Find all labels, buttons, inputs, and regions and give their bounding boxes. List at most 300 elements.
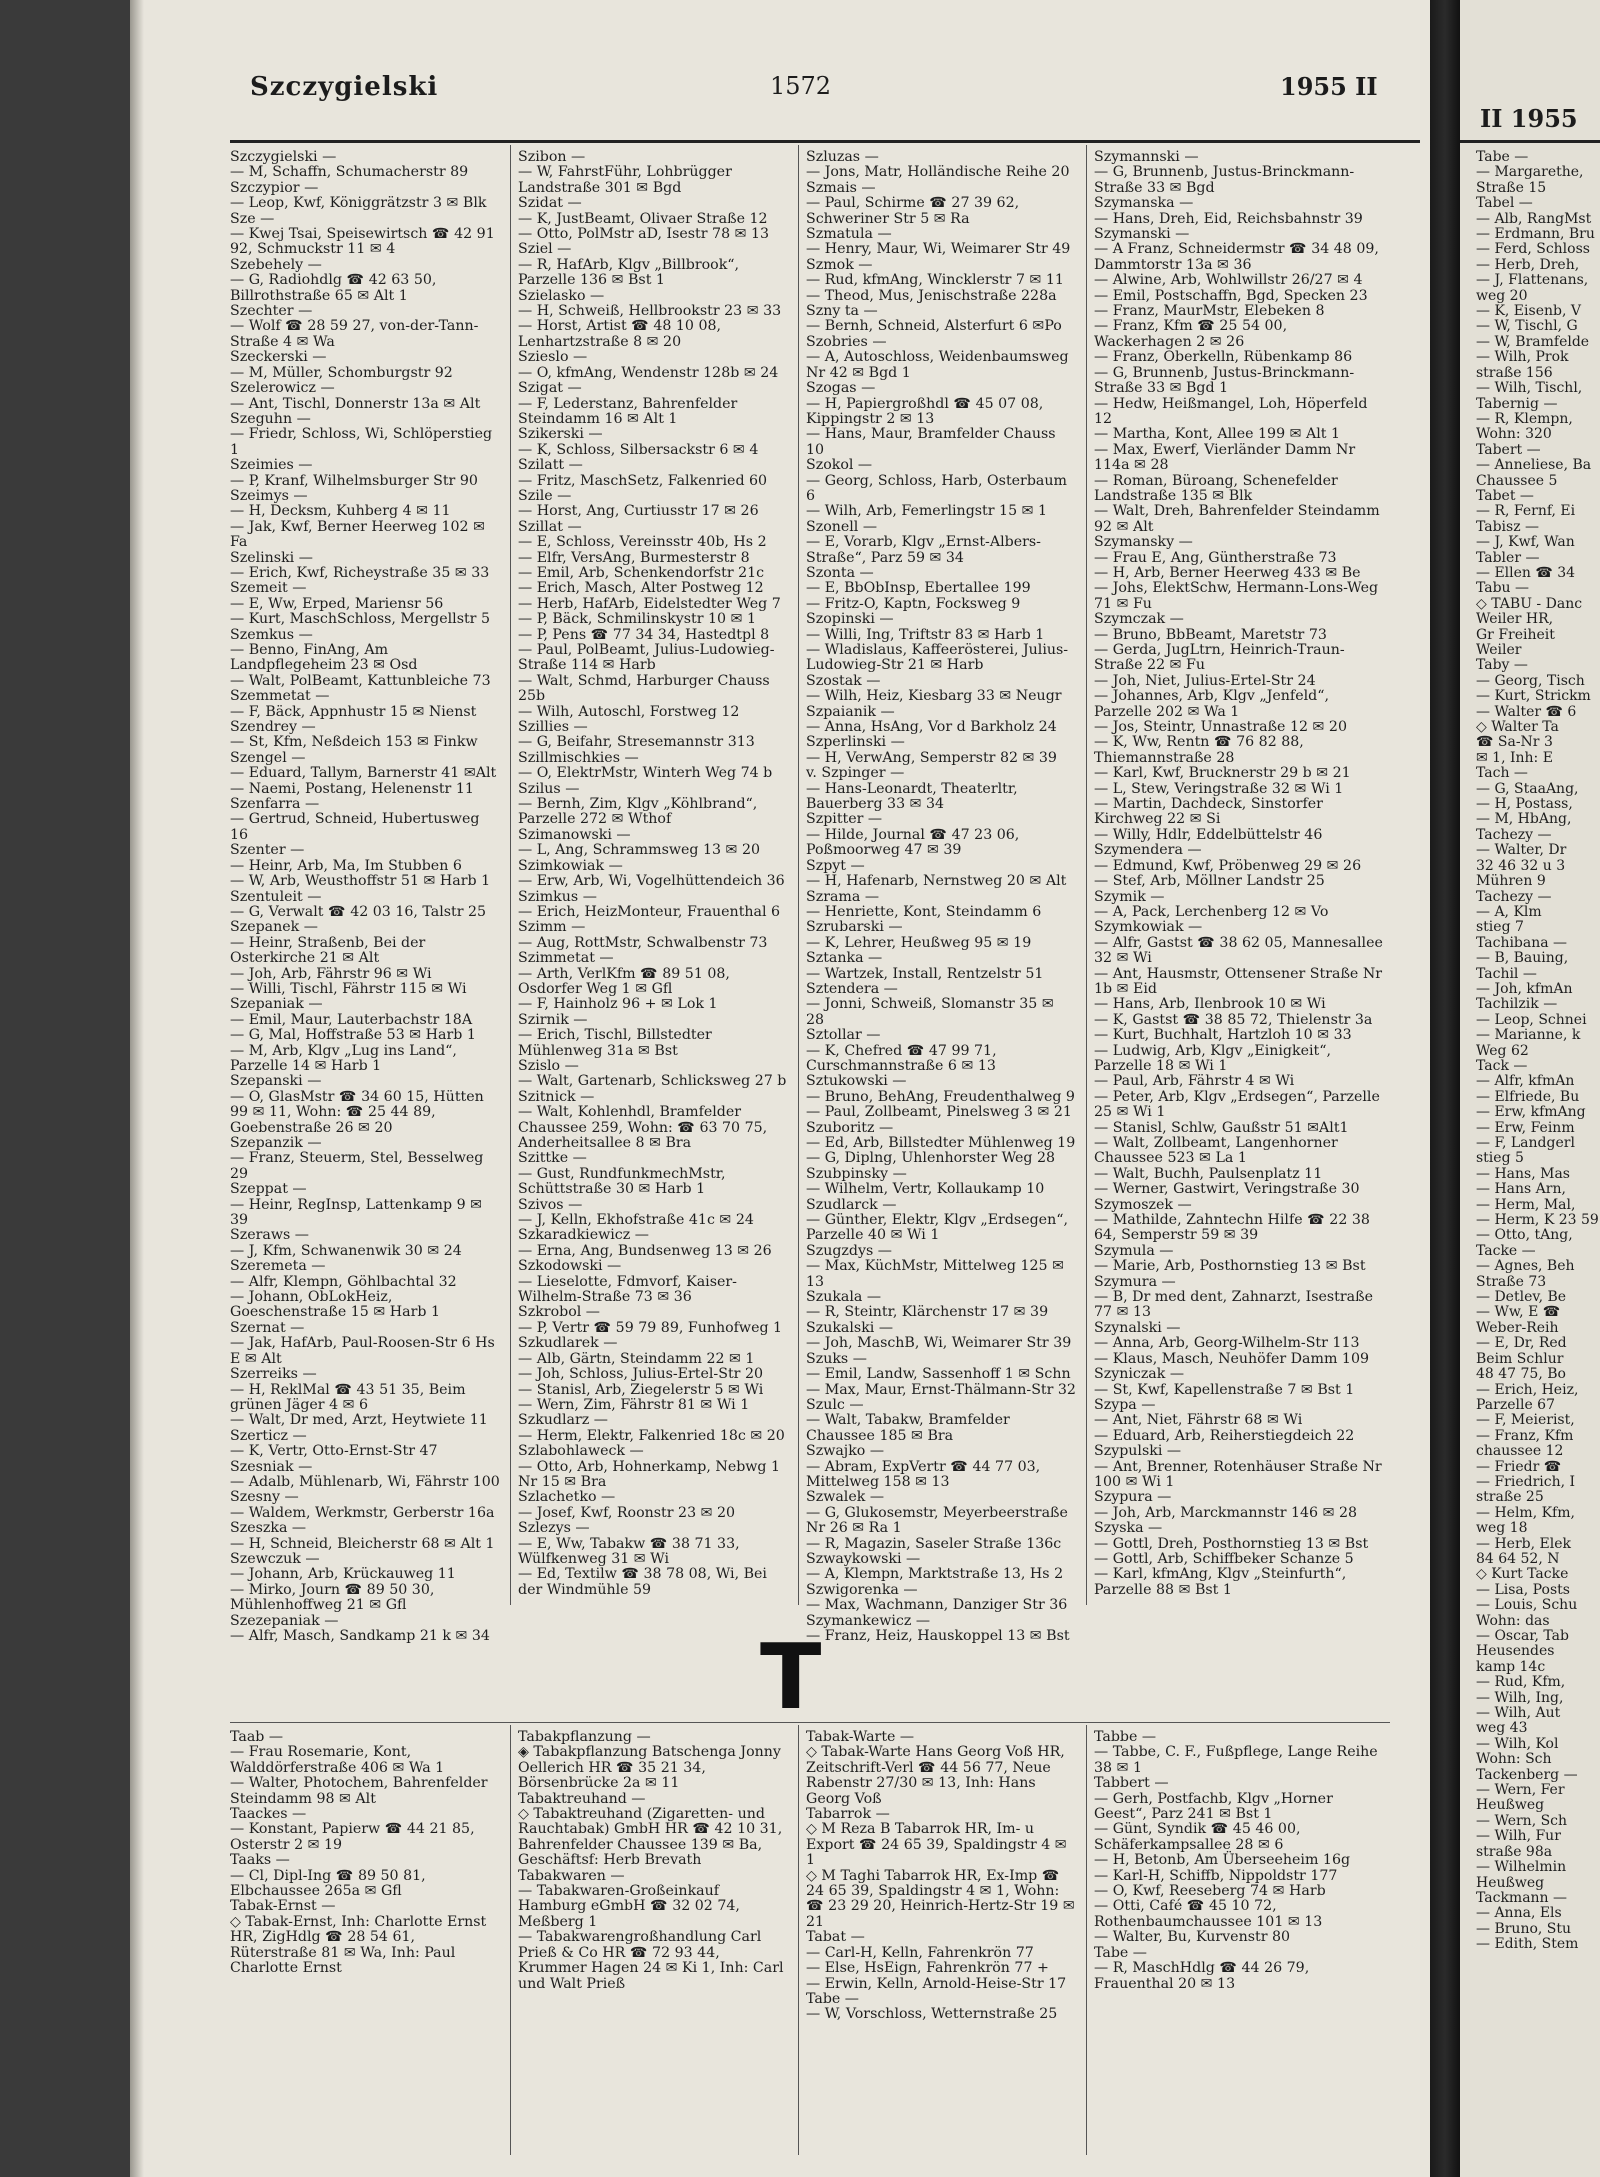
directory-entry: Szirnik —	[518, 1011, 588, 1028]
directory-entry: — Johann, ObLokHeiz, Goeschenstraße 15 ✉ Harb 1	[230, 1289, 440, 1321]
directory-entry: Szpyt —	[806, 857, 865, 874]
directory-entry: — Herm, K 23 59	[1476, 1212, 1599, 1229]
directory-entry: — Bruno, Stu	[1476, 1920, 1572, 1937]
directory-entry: Szibon —	[518, 149, 586, 165]
directory-entry: — F, Meierist,	[1476, 1412, 1575, 1429]
directory-entry: Tabak-Ernst —	[230, 1898, 336, 1915]
directory-entry: — A, Autoschloss, Weidenbaumsweg Nr 42 ✉ Bgd 1	[806, 349, 1069, 381]
directory-entry: — H, Arb, Berner Heerweg 433 ✉ Be	[1094, 564, 1361, 581]
directory-entry: Tabel —	[1476, 195, 1533, 212]
column-top-2	[518, 150, 788, 1620]
directory-entry: — Marianne, k	[1476, 1027, 1581, 1044]
directory-entry: Szidat —	[518, 195, 582, 212]
directory-entry: Szogas —	[806, 380, 876, 397]
directory-entry: Szymankewicz —	[806, 1612, 931, 1629]
directory-entry: Szeimies —	[230, 457, 313, 474]
directory-entry: — Gertrud, Schneid, Hubertusweg 16	[230, 811, 480, 843]
directory-entry: weg 43	[1476, 1720, 1528, 1737]
directory-entry: — E, Ww, Tabakw ☎ 38 71 33, Wülfkenweg 31 ✉ Wi	[518, 1535, 740, 1567]
directory-entry: Szymendera —	[1094, 842, 1202, 859]
directory-entry: straße 25	[1476, 1489, 1544, 1506]
directory-entry: Tacke —	[1476, 1242, 1536, 1259]
directory-entry: — Frau Rosemarie, Kont, Walddörferstraße 406 ✉ Wa 1	[230, 1744, 445, 1776]
directory-entry: — Detlev, Be	[1476, 1289, 1567, 1306]
directory-entry: — O, Kwf, Reeseberg 74 ✉ Harb	[1094, 1883, 1326, 1900]
directory-entry: Szitnick —	[518, 1088, 595, 1105]
directory-entry: — Eduard, Arb, Reiherstiegdeich 22	[1094, 1427, 1355, 1444]
directory-entry: — Emil, Arb, Schenkendorfstr 21c	[518, 564, 765, 581]
directory-entry: — Josef, Kwf, Roonstr 23 ✉ 20	[518, 1504, 736, 1521]
directory-entry: — Franz, Steuerm, Stel, Besselweg 29	[230, 1150, 484, 1182]
directory-entry: Tabakwaren —	[518, 1867, 625, 1884]
directory-entry: — G, Brunnenb, Justus-Brinckmann-Straße 33 ✉ Bgd	[1094, 164, 1355, 196]
directory-entry: — Jak, Kwf, Berner Heerweg 102 ✉Fa	[230, 518, 485, 551]
directory-entry: — K, Gastst ☎ 38 85 72, Thielenstr 3a	[1094, 1011, 1373, 1028]
directory-entry: Tabler —	[1476, 549, 1540, 566]
directory-entry: — E, BbObInsp, Ebertallee 199	[806, 580, 1031, 597]
directory-entry: Szuboritz —	[806, 1119, 894, 1136]
directory-entry: Szyska —	[1094, 1520, 1163, 1537]
directory-entry: — Fritz, MaschSetz, Falkenried 60	[518, 472, 768, 489]
directory-entry: — Abram, ExpVertr ☎ 44 77 03, Mittelweg 158 ✉ 13	[806, 1458, 1041, 1490]
directory-entry: — Herm, Elektr, Falkenried 18c ✉ 20	[518, 1427, 785, 1444]
directory-entry: Tabert —	[1476, 441, 1541, 458]
directory-entry: Szendrey —	[230, 719, 316, 736]
directory-entry: Gr Freiheit	[1476, 626, 1555, 643]
directory-entry: — Edith, Stem	[1476, 1936, 1579, 1953]
directory-entry: Weg 62	[1476, 1042, 1529, 1059]
directory-entry: — Roman, Büroang, Schenefelder Landstraße 135 ✉ Blk	[1094, 472, 1338, 504]
directory-entry: Sze —	[230, 210, 275, 227]
directory-entry: — Wilh, Heiz, Kiesbarg 33 ✉ Neugr	[806, 688, 1062, 705]
directory-entry: — Kurt, Strickm	[1476, 688, 1591, 705]
directory-entry: — Franz, Kfm	[1476, 1427, 1574, 1444]
directory-entry: Szymkowiak —	[1094, 919, 1203, 936]
directory-entry: — Henriette, Kont, Steindamm 6	[806, 903, 1042, 920]
directory-entry: — Johann, Arb, Krückauweg 11	[230, 1566, 456, 1583]
directory-entry: — Frau E, Ang, Güntherstraße 73	[1094, 549, 1337, 566]
directory-entry: — Alb, RangMst	[1476, 210, 1592, 227]
directory-entry: Tabisz —	[1476, 518, 1540, 535]
directory-entry: — G, Brunnenb, Justus-Brinckmann-Straße 33 ✉ Bgd 1	[1094, 364, 1355, 397]
directory-entry: weg 20	[1476, 287, 1528, 304]
directory-entry: — Joh, kfmAn	[1476, 980, 1573, 997]
directory-entry: Szenter —	[230, 842, 305, 859]
directory-entry: Szwalek —	[806, 1489, 885, 1506]
directory-entry: — A, Klempn, Marktstraße 13, Hs 2	[806, 1566, 1064, 1583]
directory-entry: — Joh, Niet, Julius-Ertel-Str 24	[1094, 672, 1316, 689]
directory-entry: — Walter ☎ 6	[1476, 703, 1577, 720]
directory-entry: — Emil, Maur, Lauterbachstr 18A	[230, 1011, 473, 1028]
directory-entry: Szubpinsky —	[806, 1165, 907, 1182]
directory-entry: — Erw, Arb, Wi, Vogelhüttendeich 36	[518, 873, 785, 890]
directory-entry: Tachezy —	[1476, 888, 1552, 905]
directory-entry: Szimmetat —	[518, 950, 614, 967]
directory-entry: — Joh, Arb, Marckmannstr 146 ✉ 28	[1094, 1504, 1358, 1521]
directory-entry: Tabat —	[806, 1929, 865, 1946]
book-spine	[1430, 0, 1460, 2177]
directory-entry: — F, Lederstanz, Bahrenfelder Steindamm 16 ✉ Alt 1	[518, 395, 738, 427]
directory-entry: Tabe —	[1476, 149, 1529, 165]
directory-entry: — Theod, Mus, Jenischstraße 228a	[806, 287, 1057, 304]
directory-entry: Szile —	[518, 487, 572, 504]
running-head-name: Szczygielski	[250, 72, 439, 102]
directory-entry: — Ant, Brenner, Rotenhäuser Straße Nr 100 ✉ Wi 1	[1094, 1458, 1382, 1490]
directory-entry: — Paul, PolBeamt, Julius-Ludowieg-Straße 114 ✉ Harb	[518, 642, 775, 674]
directory-entry: — A, Pack, Lerchenberg 12 ✉ Vo	[1094, 903, 1329, 920]
directory-entry: Szlezys —	[518, 1520, 590, 1537]
directory-entry: — Gottl, Arb, Schiffbeker Schanze 5	[1094, 1550, 1354, 1567]
directory-entry: — Franz, Heiz, Hauskoppel 13 ✉ Bst	[806, 1628, 1070, 1644]
directory-entry: Szigat —	[518, 380, 582, 397]
directory-entry: — Marie, Arb, Posthornstieg 13 ✉ Bst	[1094, 1258, 1366, 1275]
directory-entry: — Lisa, Posts	[1476, 1581, 1570, 1598]
directory-entry: — Waldem, Werkmstr, Gerberstr 16a	[230, 1504, 495, 1521]
directory-entry: — M, Schaffn, Schumacherstr 89	[230, 164, 469, 181]
directory-entry: Szerreiks —	[230, 1366, 317, 1383]
directory-entry: — P, Vertr ☎ 59 79 89, Funhofweg 1	[518, 1319, 783, 1336]
directory-entry: — Hans, Maur, Bramfelder Chauss 10	[806, 426, 1056, 458]
directory-entry: — Johannes, Arb, Klgv „Jenfeld“, Parzelle 202 ✉ Wa 1	[1094, 688, 1329, 720]
directory-entry: — P, Pens ☎ 77 34 34, Hastedtpl 8	[518, 626, 770, 643]
directory-entry: Szwajko —	[806, 1443, 885, 1460]
directory-entry: — Max, Ewerf, Vierländer Damm Nr 114a ✉ 28	[1094, 441, 1356, 474]
directory-entry: — B, Dr med dent, Zahnarzt, Isestraße 77 ✉ 13	[1094, 1289, 1373, 1321]
directory-entry: Tabak-Warte —	[806, 1729, 915, 1745]
directory-entry: — Leop, Kwf, Königgrätzstr 3 ✉ Blk	[230, 195, 487, 212]
directory-entry: — Adalb, Mühlenarb, Wi, Fährstr 100	[230, 1473, 500, 1490]
directory-entry: Szemeit —	[230, 580, 307, 597]
directory-entry: — Ed, Textilw ☎ 38 78 08, Wi, Bei der Windmühle 59	[518, 1566, 767, 1598]
directory-entry: — Hedw, Heißmangel, Loh, Höperfeld 12	[1094, 395, 1368, 427]
directory-entry: Heußweg	[1476, 1797, 1545, 1814]
column-top-3	[806, 149, 1076, 1644]
directory-entry: — R, Steintr, Klärchenstr 17 ✉ 39	[806, 1304, 1049, 1321]
directory-entry: — Friedrich, I	[1476, 1473, 1576, 1490]
directory-entry: — K, Eisenb, V	[1476, 303, 1581, 320]
section-rule	[230, 1722, 1390, 1723]
directory-entry: — J, Flattenans,	[1476, 272, 1589, 289]
directory-entry: Szerticz —	[230, 1427, 307, 1444]
directory-entry: Weber-Reih	[1476, 1319, 1559, 1336]
directory-entry: stieg 7	[1476, 919, 1524, 936]
directory-entry: Szillies —	[518, 719, 588, 736]
directory-entry: — O, GlasMstr ☎ 34 60 15, Hütten 99 ✉ 11, Wohn: ☎ 25 44 89, Goebenstraße 26 ✉ 20	[230, 1088, 484, 1136]
directory-entry: Weiler HR,	[1476, 611, 1554, 628]
column-divider	[1086, 1725, 1087, 2155]
directory-entry: — Otto, Arb, Hohnerkamp, Nebwg 1 Nr 15 ✉ Bra	[518, 1458, 781, 1490]
directory-entry: Beim Schlur	[1476, 1350, 1564, 1367]
directory-entry: — Karl, kfmAng, Klgv „Steinfurth“, Parzelle 88 ✉ Bst 1	[1094, 1566, 1347, 1598]
directory-entry: Szesny —	[230, 1489, 299, 1506]
gutter-shadow	[130, 0, 144, 2177]
directory-entry: Szimkus —	[518, 888, 597, 905]
directory-entry: Tackenberg —	[1476, 1766, 1578, 1783]
directory-entry: — Klaus, Masch, Neuhöfer Damm 109	[1094, 1350, 1369, 1367]
directory-entry: — Herb, Elek	[1476, 1535, 1571, 1552]
directory-entry: — Alfr, kfmAn	[1476, 1073, 1575, 1090]
directory-entry: Wohn: das	[1476, 1612, 1550, 1629]
facing-page	[1460, 0, 1600, 2177]
directory-entry: Szislo —	[518, 1057, 579, 1074]
directory-entry: — H, Papiergroßhdl ☎ 45 07 08, Kippingstr 2 ✉ 13	[806, 395, 1044, 427]
directory-entry: Szimkowiak —	[518, 857, 623, 874]
directory-entry: — Erich, HeizMonteur, Frauenthal 6	[518, 903, 781, 920]
directory-entry: — Paul, Zollbeamt, Pinelsweg 3 ✉ 21	[806, 1104, 1072, 1121]
directory-entry: Szlachetko —	[518, 1489, 616, 1506]
directory-entry: — Stef, Arb, Möllner Landstr 25	[1094, 873, 1325, 890]
directory-entry: — Georg, Tisch	[1476, 672, 1585, 689]
directory-entry: Szczypior —	[230, 179, 319, 196]
directory-entry: — Jos, Steintr, Unnastraße 12 ✉ 20	[1094, 719, 1347, 736]
directory-entry: — Joh, MaschB, Wi, Weimarer Str 39	[806, 1335, 1072, 1352]
directory-entry: — Mirko, Journ ☎ 89 50 30, Mühlenhoffweg 21 ✉ Gfl	[230, 1581, 435, 1614]
directory-entry: ◇ Tabak-Warte Hans Georg Voß HR, Zeitschrift-Verl ☎ 44 56 77, Neue Rabenstr 27/30 ✉ 13, Inh: Hans Georg Voß	[806, 1744, 1065, 1807]
directory-entry: — H, Schneid, Bleicherstr 68 ✉ Alt 1	[230, 1535, 495, 1552]
directory-page	[130, 0, 1430, 2177]
directory-entry: Szemmetat —	[230, 688, 330, 705]
directory-entry: Szilatt —	[518, 457, 583, 474]
directory-entry: Szkrobol —	[518, 1304, 600, 1321]
directory-entry: — Walt, Dr med, Arzt, Heytwiete 11	[230, 1412, 488, 1429]
directory-entry: — Wern, Fer	[1476, 1782, 1565, 1799]
directory-entry: — Franz, MaurMstr, Elebeken 8	[1094, 303, 1325, 320]
directory-entry: — Wilhelmin	[1476, 1859, 1567, 1876]
directory-entry: Szechter —	[230, 303, 313, 320]
directory-entry: Taby —	[1476, 657, 1528, 674]
directory-entry: — Friedr, Schloss, Wi, Schlöperstieg 1	[230, 426, 493, 458]
directory-entry: Tabe —	[806, 1990, 859, 2007]
directory-entry: — Ed, Arb, Billstedter Mühlenweg 19	[806, 1135, 1076, 1151]
directory-entry: Szuks —	[806, 1350, 867, 1367]
directory-entry: — A Franz, Schneidermstr ☎ 34 48 09, Dammtorstr 13a ✉ 36	[1094, 241, 1379, 273]
directory-entry: — Margarethe,	[1476, 164, 1584, 181]
directory-entry: Szypulski —	[1094, 1443, 1182, 1460]
directory-entry: — Gust, RundfunkmechMstr, Schüttstraße 30 ✉ Harb 1	[518, 1165, 726, 1198]
directory-entry: — Jak, HafArb, Paul-Roosen-Str 6 Hs E ✉ Alt	[230, 1335, 495, 1367]
directory-entry: Sziel —	[518, 241, 572, 258]
directory-entry: ◇ M Reza B Tabarrok HR, Im- u Export ☎ 24 65 39, Spaldingstr 4 ✉ 1	[806, 1821, 1067, 1869]
directory-entry: — J, Kelln, Ekhofstraße 41c ✉ 24	[518, 1212, 754, 1229]
directory-entry: Tachibana —	[1476, 934, 1568, 951]
directory-entry: Szrubarski —	[806, 919, 903, 936]
directory-entry: — Tabbe, C. F., Fußpflege, Lange Reihe 38 ✉ 1	[1094, 1744, 1378, 1776]
directory-entry: — Edmund, Kwf, Pröbenweg 29 ✉ 26	[1094, 857, 1362, 874]
directory-entry: Tackmann —	[1476, 1889, 1568, 1906]
directory-entry: Szonta —	[806, 564, 874, 581]
directory-entry: — Herm, Mal,	[1476, 1196, 1576, 1213]
directory-entry: Szimanowski —	[518, 826, 631, 843]
directory-entry: Tack —	[1476, 1057, 1528, 1074]
directory-entry: Szypa —	[1094, 1396, 1156, 1413]
directory-entry: — M, Müller, Schomburgstr 92	[230, 364, 453, 381]
directory-entry: Weiler	[1476, 642, 1522, 658]
directory-entry: — Wolf ☎ 28 59 27, von-der-Tann-Straße 4 ✉ Wa	[230, 318, 479, 350]
directory-entry: Szepanzik —	[230, 1135, 322, 1151]
directory-entry: Szymik —	[1094, 888, 1165, 905]
directory-entry: — Erna, Ang, Bundsenweg 13 ✉ 26	[518, 1242, 772, 1259]
directory-entry: Szobries —	[806, 333, 887, 350]
directory-entry: — Fritz-O, Kaptn, Focksweg 9	[806, 595, 1021, 612]
directory-entry: — Wilhelm, Vertr, Kollaukamp 10	[806, 1181, 1045, 1198]
directory-entry: — Alfr, Klempn, Göhlbachtal 32	[230, 1273, 457, 1290]
directory-entry: — Kurt, Buchhalt, Hartzloh 10 ✉ 33	[1094, 1027, 1352, 1044]
directory-entry: ◇ Walter Ta	[1476, 719, 1559, 736]
directory-entry: — Eduard, Tallym, Barnerstr 41 ✉Alt	[230, 765, 497, 782]
directory-entry: — Helm, Kfm,	[1476, 1504, 1575, 1521]
directory-entry: — Rud, Kfm,	[1476, 1674, 1566, 1691]
directory-entry: — Agnes, Beh	[1476, 1258, 1575, 1275]
directory-entry: — Erdmann, Bru	[1476, 226, 1595, 243]
directory-entry: — Ww, E ☎	[1476, 1304, 1561, 1321]
directory-entry: Szivos —	[518, 1196, 583, 1213]
directory-entry: Szopinski —	[806, 611, 894, 628]
directory-entry: Szudlarck —	[806, 1196, 897, 1213]
directory-entry: — Wladislaus, Kaffeerösterei, Julius-Ludowieg-Str 21 ✉ Harb	[806, 642, 1069, 674]
directory-entry: — Emil, Landw, Sassenhoff 1 ✉ Schn	[806, 1366, 1071, 1383]
directory-entry: — Erw, kfmAng	[1476, 1104, 1586, 1121]
directory-entry: — Ludwig, Arb, Klgv „Einigkeit“, Parzelle 18 ✉ Wi 1	[1094, 1042, 1331, 1074]
directory-entry: — Wern, Zim, Fährstr 81 ✉ Wi 1	[518, 1396, 750, 1413]
directory-entry: — H, Decksm, Kuhberg 4 ✉ 11	[230, 503, 451, 520]
directory-entry: v. Szpinger —	[806, 765, 905, 782]
directory-entry: — Heinr, Arb, Ma, Im Stubben 6	[230, 857, 462, 874]
directory-entry: — Horst, Ang, Curtiusstr 17 ✉ 26	[518, 503, 759, 520]
directory-entry: — Wilh, Autoschl, Forstweg 12	[518, 703, 740, 720]
directory-entry: — Stanisl, Schlw, Gaußstr 51 ✉Alt1	[1094, 1119, 1349, 1136]
directory-entry: — Tabakwaren-Großeinkauf Hamburg eGmbH ☎ 32 02 74, Meßberg 1	[518, 1883, 740, 1930]
directory-entry: Tabernig —	[1476, 395, 1558, 412]
directory-entry: — Willi, Tischl, Fährstr 115 ✉ Wi	[230, 980, 467, 997]
directory-entry: — Wartzek, Install, Rentzelstr 51	[806, 965, 1044, 982]
directory-entry: Heußweg	[1476, 1874, 1545, 1891]
directory-entry: — Anna, Els	[1476, 1905, 1562, 1922]
facing-page-header: II 1955	[1480, 104, 1578, 133]
directory-entry: — Alb, Gärtn, Steindamm 22 ✉ 1	[518, 1350, 755, 1367]
directory-entry: Tachezy —	[1476, 826, 1552, 843]
directory-entry: Szymanska —	[1094, 195, 1194, 212]
directory-entry: — O, kfmAng, Wendenstr 128b ✉ 24	[518, 364, 779, 381]
directory-entry: — Bruno, BehAng, Freudenthalweg 9	[806, 1088, 1075, 1105]
directory-entry: — Erich, Tischl, Billstedter Mühlenweg 31a ✉ Bst	[518, 1027, 712, 1059]
directory-entry: — Hans, Mas	[1476, 1165, 1570, 1182]
directory-entry: Szpitter —	[806, 811, 883, 828]
column-divider	[510, 1725, 511, 2155]
directory-entry: — Erich, Masch, Alter Postweg 12	[518, 580, 764, 597]
directory-entry: — Ant, Hausmstr, Ottensener Straße Nr 1b ✉ Eid	[1094, 965, 1383, 997]
directory-entry: Szkudlarz —	[518, 1412, 608, 1429]
directory-entry: — Hans-Leonardt, Theaterltr, Bauerberg 33 ✉ 34	[806, 780, 1018, 813]
directory-entry: Szelerowicz —	[230, 380, 335, 397]
directory-entry: Szilus —	[518, 780, 580, 797]
directory-entry: ✉ 1, Inh: E	[1476, 749, 1553, 766]
directory-entry: Szewczuk —	[230, 1550, 320, 1567]
directory-entry: — G, Beifahr, Stresemannstr 313	[518, 734, 755, 751]
directory-entry: Szkaradkiewicz —	[518, 1227, 649, 1244]
directory-entry: — W, Arb, Weusthoffstr 51 ✉ Harb 1	[230, 873, 491, 890]
directory-entry: — G, Glukosemstr, Meyerbeerstraße Nr 26 ✉ Ra 1	[806, 1504, 1068, 1537]
directory-entry: — Wilh, Kol	[1476, 1735, 1559, 1752]
directory-entry: — Hilde, Journal ☎ 47 23 06, Poßmoorweg 47 ✉ 39	[806, 826, 1020, 859]
directory-entry: — R, HafArb, Klgv „Billbrook“, Parzelle 136 ✉ Bst 1	[518, 256, 740, 289]
directory-entry: — K, Lehrer, Heußweg 95 ✉ 19	[806, 934, 1032, 951]
directory-entry: Szeremeta —	[230, 1258, 326, 1275]
section-letter: T	[760, 1625, 822, 1730]
directory-entry: — Friedr ☎	[1476, 1458, 1562, 1475]
directory-entry: Szepanski —	[230, 1073, 322, 1090]
directory-entry: — Henry, Maur, Wi, Weimarer Str 49	[806, 241, 1071, 258]
directory-entry: Szperlinski —	[806, 734, 905, 751]
directory-entry: Szostak —	[806, 672, 881, 689]
directory-entry: — Walter, Photochem, Bahrenfelder Steindamm 98 ✉ Alt	[230, 1775, 488, 1807]
directory-entry: — H, Postass,	[1476, 796, 1573, 813]
directory-entry: Szmais —	[806, 179, 876, 196]
directory-entry: Taaks —	[230, 1852, 290, 1869]
directory-entry: — Otto, PolMstr aD, Isestr 78 ✉ 13	[518, 226, 770, 243]
directory-entry: — Naemi, Postang, Helenenstr 11	[230, 780, 474, 797]
directory-entry: — Paul, Arb, Fährstr 4 ✉ Wi	[1094, 1073, 1295, 1090]
directory-entry: Szernat —	[230, 1319, 305, 1336]
directory-entry: — J, Kfm, Schwanenwik 30 ✉ 24	[230, 1242, 462, 1259]
directory-entry: Szengel —	[230, 749, 306, 766]
directory-entry: Tabet —	[1476, 487, 1534, 504]
directory-entry: Szielasko —	[518, 287, 605, 304]
directory-entry: Szokol —	[806, 457, 873, 474]
directory-entry: — G, StaaAng,	[1476, 780, 1579, 797]
page-number: 1572	[770, 72, 832, 100]
column-top-4	[1094, 150, 1384, 1620]
directory-entry: — Walt, Kohlenhdl, Bramfelder Chaussee 259, Wohn: ☎ 63 70 75, Anderheitsallee 8 ✉ Bra	[518, 1104, 768, 1151]
directory-entry: — R, MaschHdlg ☎ 44 26 79, Frauenthal 20 ✉ 13	[1094, 1960, 1310, 1992]
directory-entry: — Martha, Kont, Allee 199 ✉ Alt 1	[1094, 426, 1341, 443]
directory-entry: Szczygielski —	[230, 149, 337, 165]
directory-entry: — Hans, Dreh, Eid, Reichsbahnstr 39	[1094, 210, 1363, 227]
directory-entry: — Gottl, Dreh, Posthornstieg 13 ✉ Bst	[1094, 1535, 1369, 1552]
directory-entry: Szymannski —	[1094, 149, 1199, 165]
directory-entry: Chaussee 5	[1476, 472, 1558, 489]
directory-entry: — Anneliese, Ba	[1476, 457, 1592, 474]
directory-entry: — K, Schloss, Silbersackstr 6 ✉ 4	[518, 441, 759, 458]
directory-entry: — G, Mal, Hoffstraße 53 ✉ Harb 1	[230, 1027, 476, 1044]
directory-entry: — Georg, Schloss, Harb, Osterbaum 6	[806, 472, 1067, 504]
directory-entry: Szwaykowski —	[806, 1550, 921, 1567]
directory-entry: — Ferd, Schloss	[1476, 241, 1590, 258]
directory-entry: — Hans Arn,	[1476, 1181, 1566, 1198]
column-divider	[510, 145, 511, 1605]
directory-entry: Wohn: Sch	[1476, 1751, 1552, 1768]
directory-entry: Wohn: 320	[1476, 426, 1552, 443]
directory-entry: — Mathilde, Zahntechn Hilfe ☎ 22 38 64, Semperstr 59 ✉ 39	[1094, 1212, 1370, 1244]
directory-entry: — Erwin, Kelln, Arnold-Heise-Str 17	[806, 1975, 1067, 1992]
directory-entry: — Else, HsEign, Fahrenkrön 77 +	[806, 1960, 1049, 1977]
directory-entry: — Alfr, Masch, Sandkamp 21 k ✉ 34	[230, 1628, 490, 1644]
directory-entry: — Kurt, MaschSchloss, Mergellstr 5	[230, 611, 490, 628]
directory-entry: — M, HbAng,	[1476, 811, 1572, 828]
directory-entry: — Wilh, Ing,	[1476, 1689, 1564, 1706]
directory-entry: — Arth, VerlKfm ☎ 89 51 08, Osdorfer Weg 1 ✉ Gfl	[518, 965, 730, 997]
directory-entry: — Ant, Niet, Fährstr 68 ✉ Wi	[1094, 1412, 1303, 1429]
directory-entry: Tabbe —	[1094, 1729, 1157, 1745]
directory-entry: — Oscar, Tab	[1476, 1628, 1569, 1644]
directory-entry: — Wilh, Fur	[1476, 1828, 1561, 1845]
directory-entry: — R, Fernf, Ei	[1476, 503, 1576, 520]
directory-entry: — Hans, Arb, Ilenbrook 10 ✉ Wi	[1094, 996, 1326, 1013]
directory-entry: — E, Dr, Red	[1476, 1335, 1567, 1352]
directory-entry: — Ellen ☎ 34	[1476, 564, 1576, 581]
directory-entry: — Leop, Schnei	[1476, 1011, 1587, 1028]
directory-entry: — W, Vorschloss, Wetternstraße 25	[806, 2006, 1058, 2023]
directory-entry: — Martin, Dachdeck, Sinstorfer Kirchweg 22 ✉ Si	[1094, 796, 1323, 828]
